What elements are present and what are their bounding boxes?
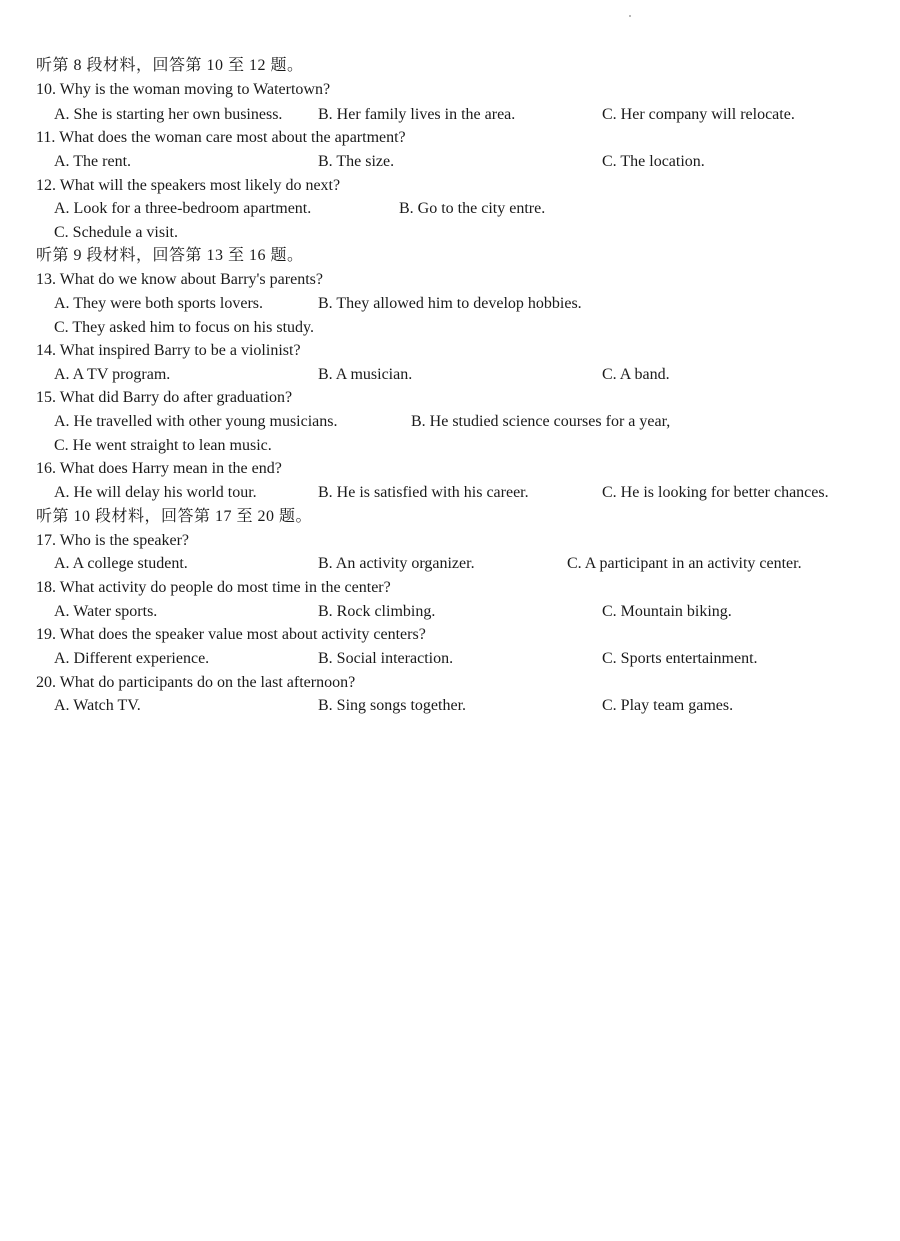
option-a: A. A TV program. (54, 366, 171, 383)
option-a: A. Water sports. (54, 603, 158, 620)
question-stem: 20. What do participants do on the last afternoon? (36, 674, 356, 691)
option-a: A. Watch TV. (54, 697, 141, 714)
option-b: B. Her family lives in the area. (318, 106, 516, 123)
option-b: B. Go to the city entre. (399, 200, 546, 217)
option-c: C. Play team games. (602, 697, 734, 714)
option-a: A. A college student. (54, 555, 188, 572)
question-stem: 10. Why is the woman moving to Watertown? (36, 81, 331, 98)
question-stem: 14. What inspired Barry to be a violinist? (36, 342, 301, 359)
option-a: A. They were both sports lovers. (54, 295, 263, 312)
option-b: B. He studied science courses for a year, (411, 413, 671, 430)
option-c: C. Mountain biking. (602, 603, 732, 620)
option-a: A. He will delay his world tour. (54, 484, 257, 501)
option-c: C. Her company will relocate. (602, 106, 795, 123)
option-a: A. The rent. (54, 153, 132, 170)
section-header: 听第 10 段材料，回答第 17 至 20 题。 (36, 508, 313, 525)
option-a: A. He travelled with other young musicians. (54, 413, 338, 430)
question-stem: 11. What does the woman care most about the apartment? (36, 129, 406, 146)
option-b: B. A musician. (318, 366, 413, 383)
question-stem: 18. What activity do people do most time in the center? (36, 579, 391, 596)
question-stem: 12. What will the speakers most likely do next? (36, 177, 341, 194)
option-b: B. Rock climbing. (318, 603, 436, 620)
option-a: A. Look for a three-bedroom apartment. (54, 200, 312, 217)
option-c: C. They asked him to focus on his study. (54, 319, 314, 336)
option-b: B. He is satisfied with his career. (318, 484, 529, 501)
section-header: 听第 9 段材料，回答第 13 至 16 题。 (36, 247, 304, 264)
section-header: 听第 8 段材料，回答第 10 至 12 题。 (36, 57, 304, 74)
option-c: C. A participant in an activity center. (567, 555, 802, 572)
scan-speck (629, 15, 631, 17)
question-stem: 19. What does the speaker value most about activity centers? (36, 626, 426, 643)
question-stem: 17. Who is the speaker? (36, 532, 189, 549)
option-c: C. A band. (602, 366, 670, 383)
option-b: B. An activity organizer. (318, 555, 475, 572)
question-stem: 16. What does Harry mean in the end? (36, 460, 282, 477)
option-b: B. Sing songs together. (318, 697, 467, 714)
question-stem: 15. What did Barry do after graduation? (36, 389, 293, 406)
option-c: C. The location. (602, 153, 705, 170)
option-a: A. She is starting her own business. (54, 106, 283, 123)
option-a: A. Different experience. (54, 650, 210, 667)
question-stem: 13. What do we know about Barry's parents? (36, 271, 323, 288)
option-b: B. They allowed him to develop hobbies. (318, 295, 582, 312)
option-c: C. Schedule a visit. (54, 224, 178, 241)
option-b: B. Social interaction. (318, 650, 454, 667)
option-c: C. Sports entertainment. (602, 650, 758, 667)
option-c: C. He went straight to lean music. (54, 437, 272, 454)
option-c: C. He is looking for better chances. (602, 484, 829, 501)
option-b: B. The size. (318, 153, 395, 170)
